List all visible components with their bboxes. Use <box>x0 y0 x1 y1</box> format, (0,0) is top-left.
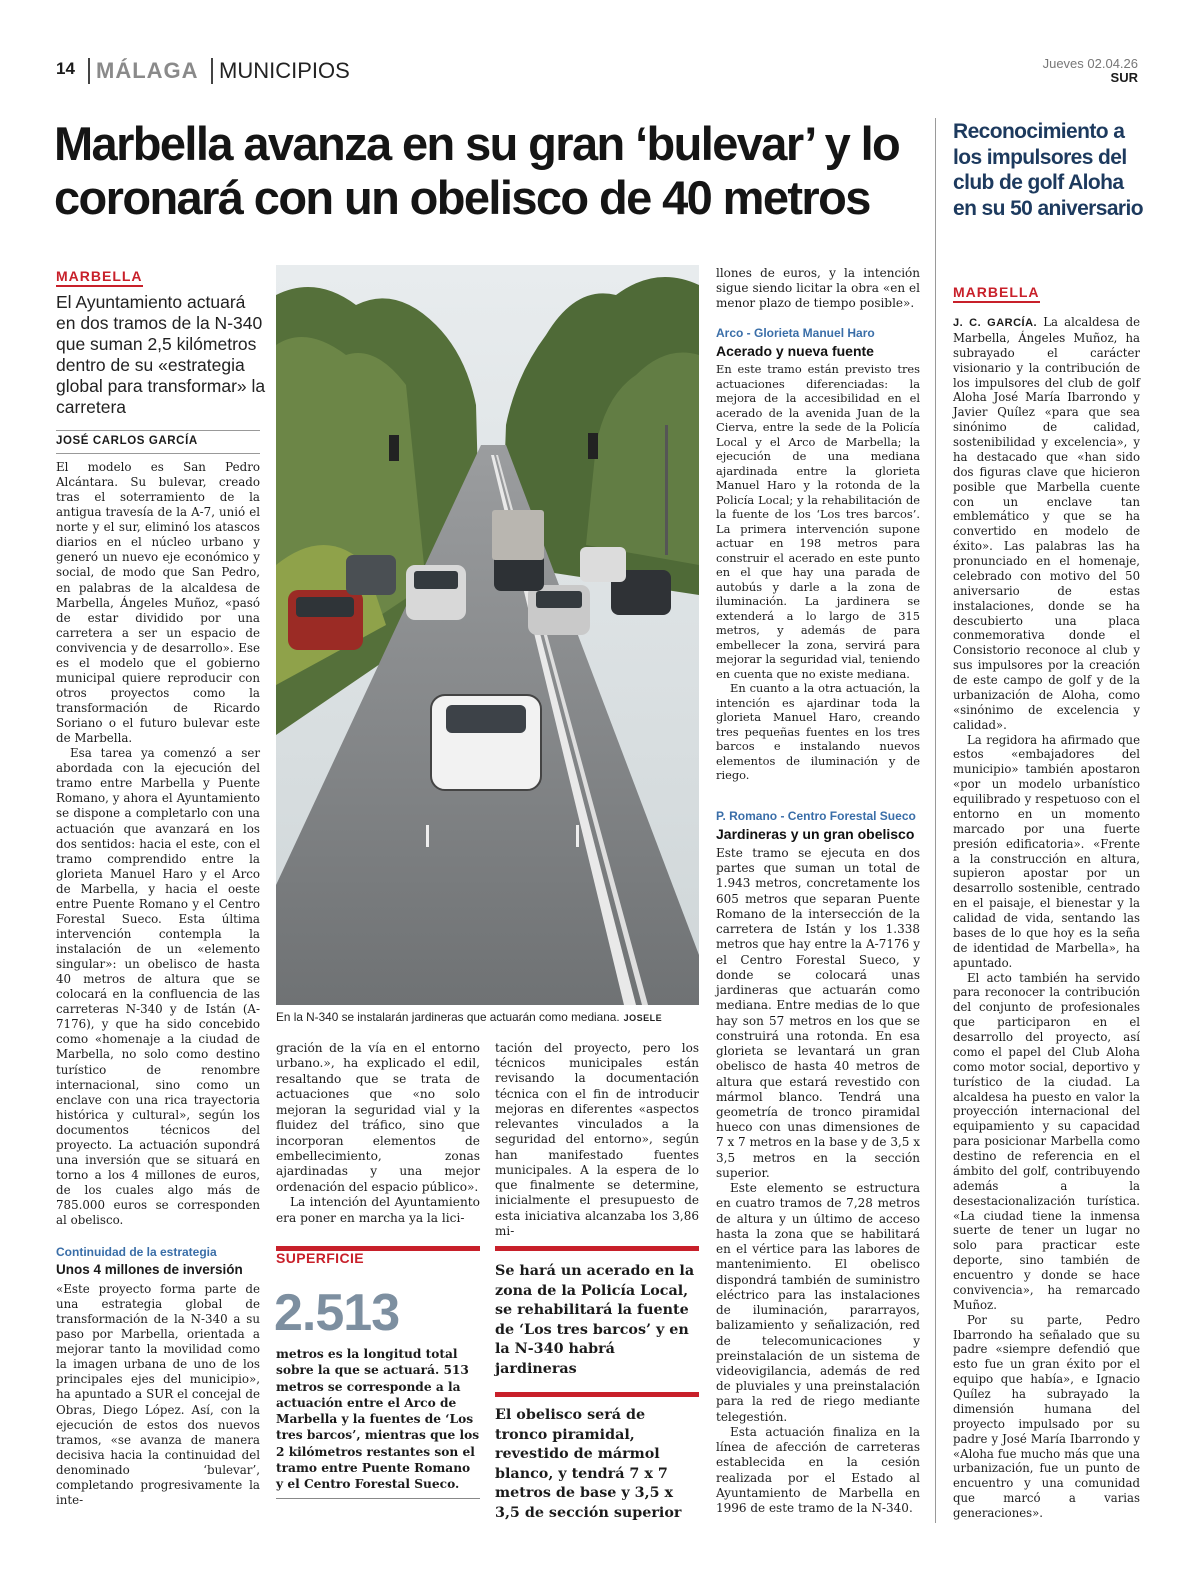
paragraph: En cuanto a la otra actuación, la intención es ajardinar toda la glorieta Manuel Haro, creando tres pequeñas fuentes en los tres barcos e instalando nuevos elementos de iluminación y de riego. <box>716 681 920 783</box>
subhead-kicker: Continuidad de la estrategia <box>56 1245 217 1259</box>
article-column-2 <box>276 1041 480 1226</box>
main-headline: Marbella avanza en su gran ‘bulevar’ y lo coronará con un obelisco de 40 metros <box>54 117 900 224</box>
paragraph-text: La alcaldesa de Marbella, Ángeles Muñoz, ha subrayado el carácter visionario y la contribución de los impulsores del club de golf Aloha José María Ibarrondo y Javier Quílez «para que sea sinónimo de calidad, sostenibilidad y excelencia», y ha destacado que «han sido dos figuras clave que hicieron posible que Marbella cuente con un enclave tan emblemático y que se ha convertido en modelo de éxito». Las palabras las ha pronunciado en el homenaje, celebrado con motivo del 50 aniversario de estas instalaciones, donde se ha descubierto una placa conmemorativa donde el Consistorio reconoce al club y sus impulsores por la creación de este campo de golf y de la urbanización de Aloha, como «sinónimo de excelencia y calidad». <box>953 315 1140 732</box>
sidebar-byline: J. C. GARCÍA. <box>953 317 1038 329</box>
quote-rule <box>495 1392 699 1397</box>
article-column-4a <box>716 266 920 312</box>
paragraph: En este tramo están previsto tres actuaciones diferenciadas: la mejora de la accesibilidad en el acerado de la avenida Juan de la Cierva, entre la sede de la Policía Local y el Arco de Marbella; la ejecución de una mediana ajardinada entre la glorieta Manuel Haro y la rotonda de la Policía Local; y la rehabilitación de la fuente de los ‘Los tres barcos’. La primera intervención supone actuar en 198 metros para construir el acerado en este punto en el que hay una parada de autobús y darle a la zona de iluminación. La jardinera se extenderá a lo largo de 315 metros, y además de para embellecer la zona, servirá para mejorar la seguridad vial, teniendo en cuenta que no existe mediana. <box>716 362 920 681</box>
sidebar-kicker: MARBELLA <box>953 284 1040 303</box>
paragraph: Este elemento se estructura en cuatro tramos de 7,28 metros de altura y un último de acceso hasta la zona que se habilitará en el vértice para las labores de mantenimiento. El obelisco dispondrá también de suministro eléctrico para las instalaciones de iluminación, pararrayos, balizamiento y señalización, red de telecomunicaciones y preinstalación de un sistema de videovigilancia, además de red de pluviales y una preinstalación para la red de riego mediante telegestión. <box>716 1181 920 1424</box>
subhead-title: Acerado y nueva fuente <box>716 343 874 359</box>
article-column-3 <box>495 1041 699 1239</box>
superficie-number: 2.513 <box>274 1284 400 1342</box>
superficie-label: SUPERFICIE <box>276 1250 365 1266</box>
header-divider <box>88 58 90 84</box>
paragraph: El acto también ha servido para reconocer la contribución del conjunto de profesionales que participaron en el desarrollo del proyecto, así como el papel del Club Aloha como motor social, deportivo y turístico de la ciudad. La alcaldesa ha puesto en valor la proyección internacional del equipamiento y su capacidad para posicionar Marbella como destino de referencia en el ámbito del golf, contribuyendo además a la desestacionalización turística. «La ciudad tiene la inmensa suerte de tener un lugar no solo para practicar este deporte, sino también de encuentro y donde se hace convivencia», ha remarcado Muñoz. <box>953 970 1140 1312</box>
article-subtitle: El Ayuntamiento actuará en dos tramos de la N-340 que suman 2,5 kilómetros dentro de su «estrategia global para transformar» la carretera <box>56 292 266 417</box>
pull-quote-2: El obelisco será de tronco piramidal, revestido de mármol blanco, y tendrá 7 x 7 metros de base y 3,5 x 3,5 de sección superior <box>495 1407 682 1521</box>
subsection-name: MUNICIPIOS <box>219 58 350 83</box>
paragraph: tación del proyecto, pero los técnicos municipales están revisando la documentación técnica con el fin de introducir mejoras en diferentes «aspectos relevantes vinculados a la seguridad del entorno», según han manifestado fuentes municipales. A la espera de lo que finalmente se determine, inicialmente el presupuesto de esta iniciativa alcanzaba los 3,86 mi- <box>495 1041 699 1238</box>
caption-text: En la N-340 se instalarán jardineras que actuarán como mediana. <box>276 1010 620 1024</box>
paragraph: «Este proyecto forma parte de una estrategia global de transformación de la N-340 a su paso por Marbella, orientada a mejorar tanto la movilidad como la imagen urbana de uno de los principales ejes del municipio», ha apuntado a SUR el concejal de Obras, Diego López. Así, con la ejecución de estos dos nuevos tramos, «se avanza de manera decisiva hacia la continuidad del denominado ‘bulevar’, completando progresivamente la inte- <box>56 1282 260 1507</box>
paragraph: La regidora ha afirmado que estos «embajadores del municipio» también apostaron «por un modelo urbanístico equilibrado y respetuoso con el entorno en un momento marcado por una fuerte presión edificatoria». «Frente a la construcción en altura, supieron apostar por un desarrollo sostenible, centrado en el paisaje, el bienestar y la calidad de vida, sentando las bases de lo que hoy es la seña de identidad de Marbella», ha apuntado. <box>953 732 1140 970</box>
byline-rule <box>56 453 260 454</box>
road-illustration <box>276 265 699 1005</box>
sidebar-headline: Reconocimiento a los impulsores del club de golf Aloha en su 50 aniversario <box>953 120 1143 220</box>
subhead-title: Unos 4 millones de inversión <box>56 1262 243 1277</box>
sidebar-column <box>953 315 1140 1521</box>
article-column-1 <box>56 460 260 1228</box>
photo-caption <box>276 1010 699 1024</box>
subhead-title: Jardineras y un gran obelisco <box>716 826 915 842</box>
newspaper-name: SUR <box>1110 70 1138 85</box>
author-byline: JOSÉ CARLOS GARCÍA <box>56 435 198 447</box>
quote-rule <box>495 1246 699 1251</box>
byline-rule <box>56 430 260 431</box>
paragraph: El modelo es San Pedro Alcántara. Su bulevar, creado tras el soterramiento de la antigua travesía de la A-7, unió el norte y el sur, eliminó los atascos diarios en el núcleo urbano y generó un nuevo eje económico y social, de modo que San Pedro, en palabras de la alcaldesa de Marbella, Ángeles Muñoz, «pasó de estar dividido por una carretera a ser un espacio de convivencia y de desarrollo». Ese es el modelo que el gobierno municipal quiere reproducir con otros proyectos como la transformación de Ricardo Soriano o el futuro bulevar este de Marbella. <box>56 460 260 746</box>
paragraph <box>953 315 1140 733</box>
subhead-kicker: Arco - Glorieta Manuel Haro <box>716 326 875 340</box>
article-column-1b <box>56 1282 260 1508</box>
page-number: 14 <box>56 59 75 78</box>
photo-credit: JOSELE <box>623 1013 663 1023</box>
paragraph: Esta actuación finaliza en la línea de afección de carreteras establecida en la cesión realizada por el Estado al Ayuntamiento de Marbella en 1996 de este tramo de la N-340. <box>716 1424 920 1516</box>
paragraph: Esa tarea ya comenzó a ser abordada con la ejecución del tramo entre Marbella y Puente Romano, y ahora el Ayuntamiento se dispone a completarlo con una actuación que avanzará en los dos sentidos: hacia el este, con el tramo comprendido entre la glorieta Manuel Haro y el Arco de Marbella, y hacia el oeste entre Puente Romano y el Centro Forestal Sueco. Esta última intervención contempla la instalación de un «elemento singular»: un obelisco de hasta 40 metros de altura que se colocará en la confluencia de las carreteras N-340 y de Istán (A-7176), y que ha sido concebido como «homenaje a la ciudad de Marbella, no solo como destino turístico de renombre internacional, sino como un enclave con una rica trayectoria histórica y cultural», según los documentos técnicos del proyecto. La actuación supondrá una inversión que se situará en torno a los 4 millones de euros, de los cuales algo más de 785.000 euros se corresponden al obelisco. <box>56 746 260 1228</box>
paragraph: Por su parte, Pedro Ibarrondo ha señalado que su padre «siempre defendió que esto fue un gran éxito por el equipo que había», e Ignacio Quílez ha subrayado la dimensión humana del proyecto impulsado por su padre y José María Ibarrondo y «Aloha fue mucho más que una urbanización, fue un punto de encuentro y una comunidad que marcó a varias generaciones». <box>953 1312 1140 1520</box>
subhead-kicker: P. Romano - Centro Forestal Sueco <box>716 809 916 823</box>
paragraph: gración de la vía en el entorno urbano.», ha explicado el edil, resaltando que se trata de actuaciones que «no solo mejoran la seguridad vial y la fluidez del tráfico, sino que incorporan elementos de embellecimiento, zonas ajardinadas y una mejor ordenación del espacio público». <box>276 1041 480 1194</box>
road-photo <box>276 265 699 1005</box>
article-column-4c <box>716 846 920 1516</box>
superficie-bottom-rule <box>276 1498 480 1499</box>
pull-quote-1: Se hará un acerado en la zona de la Policía Local, se rehabilitará la fuente de ‘Los tres barcos’ y en la N-340 habrá jardineras <box>495 1263 695 1377</box>
issue-date: Jueves 02.04.26 <box>1042 56 1138 71</box>
header-divider <box>211 58 213 84</box>
paragraph: llones de euros, y la intención sigue siendo licitar la obra «en el menor plazo de tiempo posible». <box>716 266 920 311</box>
section-name: MÁLAGA <box>96 58 199 83</box>
column-divider <box>935 118 936 1523</box>
paragraph: La intención del Ayuntamiento era poner en marcha ya la lici- <box>276 1195 480 1225</box>
paragraph: Este tramo se ejecuta en dos partes que suman un total de 1.943 metros, concretamente los 605 metros que separan Puente Romano de la intersección de la carretera de Istán y los 1.338 metros que hay entre la A-7176 y el Centro Forestal Sueco, y donde se colocará unas jardineras que actuarán como mediana. Entre medias de lo que hay son 57 metros en los que se construirá una rotonda. En esa glorieta se levantará un gran obelisco de hasta 40 metros de altura que estará revestido con mármol blanco. Tendrá una geometría de tronco piramidal hueco con unas dimensiones de 7 x 7 metros en la base y de 3,5 x 3,5 metros en la sección superior. <box>716 846 920 1180</box>
article-kicker: MARBELLA <box>56 268 143 287</box>
article-column-4b <box>716 362 920 783</box>
superficie-text: metros es la longitud total sobre la que se actuará. 513 metros se corresponde a la actuación entre el Arco de Marbella y la fuentes de ‘Los tres barcos’, mientras que los 2 kilómetros restantes son el tramo entre Puente Romano y el Centro Forestal Sueco. <box>276 1347 480 1492</box>
